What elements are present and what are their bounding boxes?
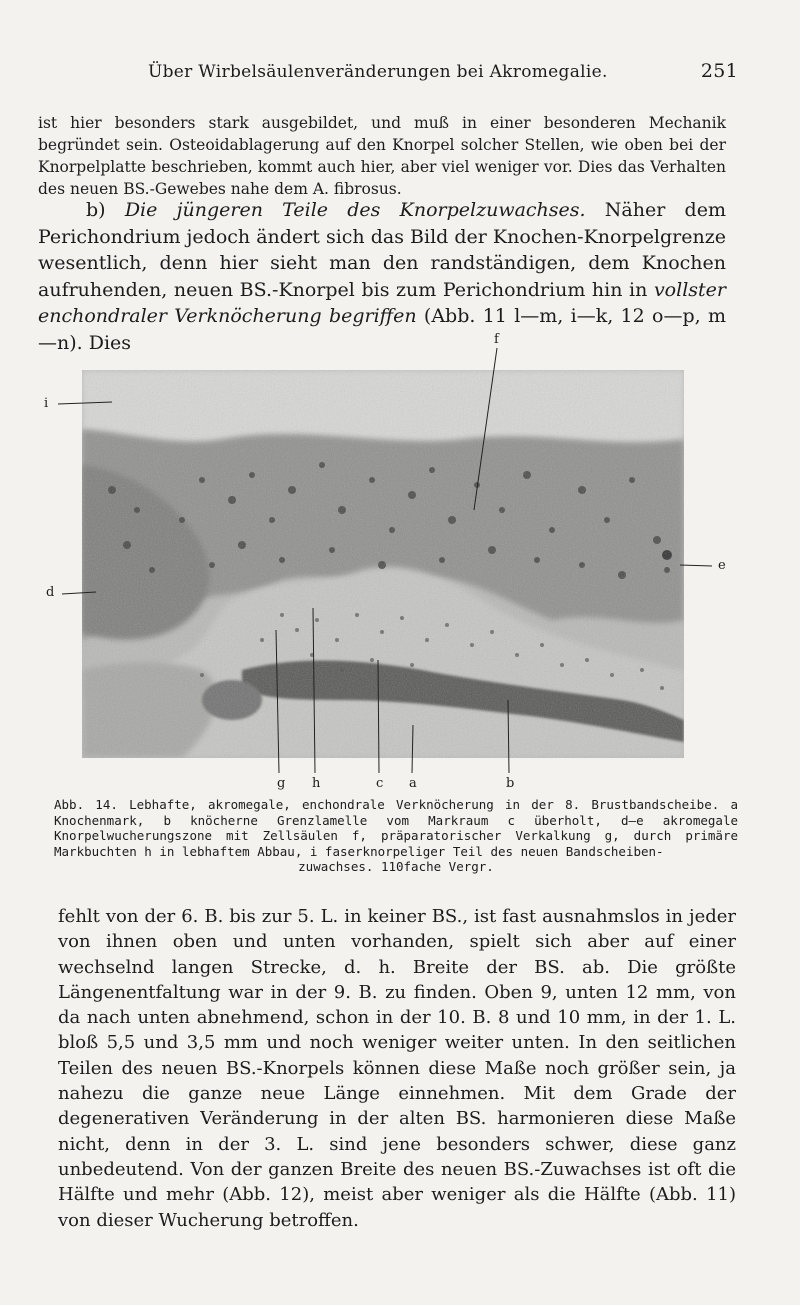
label-c: c xyxy=(376,776,384,791)
label-h: h xyxy=(312,776,321,791)
paragraph-text: ist hier besonders stark ausgebildet, und muß in einer besonderen Mechanik begründet sein. Osteoidablagerung auf den Knorpel solcher Stellen, wie oben bei der Knorpelplatte beschrieben, kommt auch hier, aber viel weniger vor. Dies das Verhalten des neuen BS.-Gewebes nahe dem A. fibrosus. xyxy=(38,114,726,198)
section-b-body-2: (Abb. 11 l—m, i—k, 12 o—p, m—n). Dies xyxy=(38,305,726,354)
label-g: g xyxy=(277,776,286,791)
paragraph-continued xyxy=(38,112,726,200)
label-e: e xyxy=(718,558,726,573)
paragraph-bottom-text: fehlt von der 6. B. bis zur 5. L. in keiner BS., ist fast ausnahmslos in jeder von ihnen oben und unten vorhanden, spielt sich aber auf einer wechselnd langen Strecke, d. h. Breite der BS. ab. Die größte Längenentfaltung war in der 9. B. zu finden. Oben 9, unten 12 mm, von da nach unten abnehmend, schon in der 10. B. 8 und 10 mm, in der 1. L. bloß 5,5 und 3,5 mm und noch weniger weiter unten. In den seitlichen Teilen des neuen BS.-Knorpels können diese Maße noch größer sein, ja nahezu die ganze neue Länge einnehmen. Mit dem Grade der degenerativen Veränderung in der alten BS. harmonieren diese Maße nicht, denn in der 3. L. sind jene besonders schwer, diese ganz unbedeutend. Von der ganzen Breite des neuen BS.-Zuwachses ist oft die Hälfte und mehr (Abb. 12), meist aber weniger als die Hälfte (Abb. 11) von dieser Wucherung betroffen. xyxy=(58,906,736,1231)
running-head xyxy=(148,62,738,82)
figure-14 xyxy=(0,330,800,800)
caption-text: Abb. 14. Lebhafte, akromegale, enchondrale Verknöcherung in der 8. Brustbandscheibe. a Knochenmark, b knöcherne Grenzlamelle vom Markraum c überholt, d—e akromegale Knorpelwucherungszone mit Zellsäulen f, präparatorischer Verkalkung g, durch primäre Markbuchten h in lebhaftem Abbau, i faserknorpeliger Teil des neuen Bandscheiben- xyxy=(54,797,738,859)
caption-text-end: zuwachses. 110fache Vergr. xyxy=(298,859,494,874)
page-number: 251 xyxy=(700,60,738,82)
section-b-prefix: b) xyxy=(86,199,125,221)
label-i: i xyxy=(44,396,49,411)
section-b-body-1: Näher dem Perichondrium jedoch ändert sich das Bild der Knochen-Knorpelgrenze wesentlich, denn hier sieht man den randständigen, dem Knochen aufruhenden, neuen BS.-Knorpel bis zum Perichondrium hin in xyxy=(38,199,726,301)
label-d: d xyxy=(46,585,55,600)
label-a: a xyxy=(409,776,417,791)
label-b: b xyxy=(506,776,515,791)
section-b-emphasis: vollster enchondraler Verknöcherung begriffen xyxy=(38,278,726,328)
section-b-heading: Die jüngeren Teile des Knorpelzuwachses. xyxy=(124,199,586,221)
running-title: Über Wirbelsäulenveränderungen bei Akromegalie. xyxy=(148,62,608,82)
label-f: f xyxy=(494,332,499,347)
figure-leader-lines xyxy=(0,330,800,800)
paragraph-bottom xyxy=(58,904,736,1233)
figure-caption xyxy=(54,797,738,875)
